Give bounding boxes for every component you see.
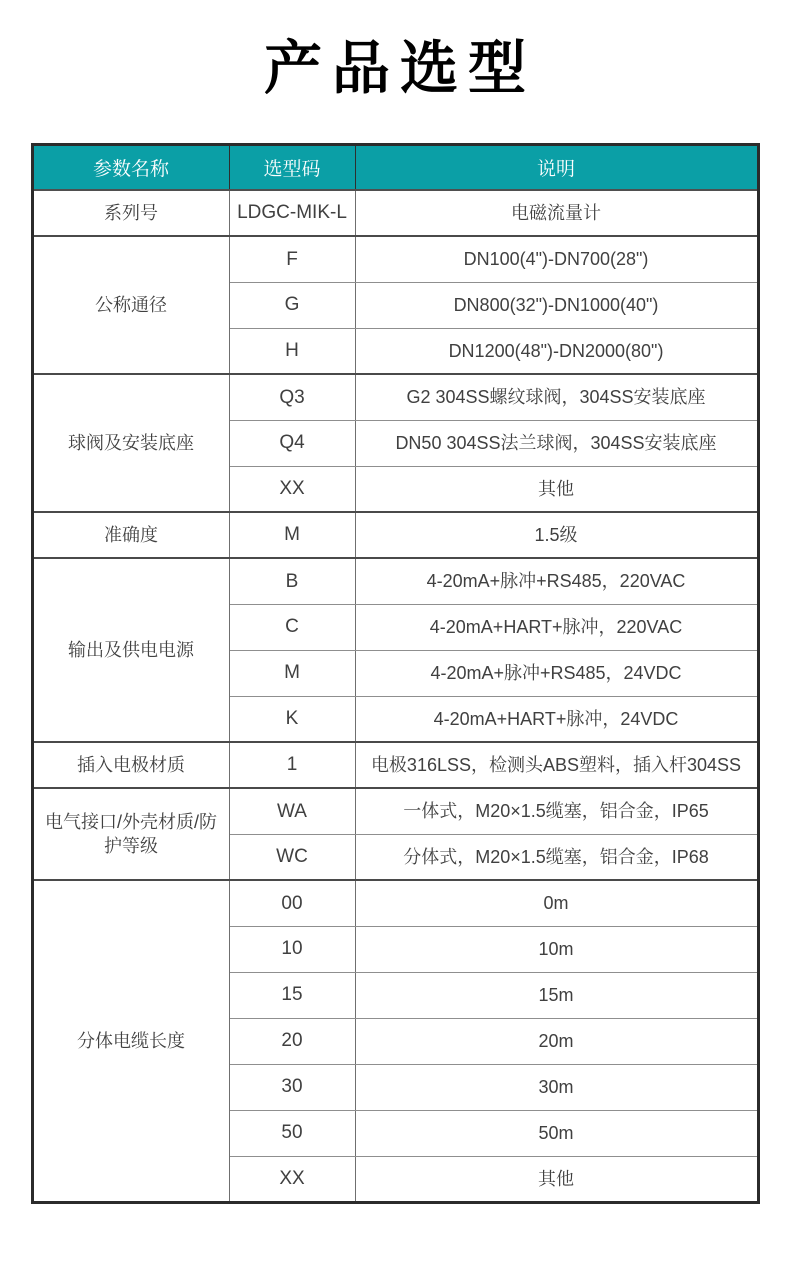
- selection-code-cell: M: [229, 512, 355, 558]
- description-cell: 其他: [355, 466, 758, 512]
- selection-code-cell: 20: [229, 1018, 355, 1064]
- description-cell: G2 304SS螺纹球阀，304SS安装底座: [355, 374, 758, 420]
- column-header-description: 说明: [355, 144, 758, 190]
- table-row: [32, 190, 758, 236]
- description-cell: 1.5级: [355, 512, 758, 558]
- selection-code-cell: K: [229, 696, 355, 742]
- description-cell: 50m: [355, 1110, 758, 1156]
- description-cell: 分体式，M20×1.5缆塞，铝合金，IP68: [355, 834, 758, 880]
- selection-code-cell: LDGC-MIK-L: [229, 190, 355, 236]
- description-cell: 4-20mA+脉冲+RS485，220VAC: [355, 558, 758, 604]
- selection-code-cell: H: [229, 328, 355, 374]
- parameter-name-cell: 输出及供电电源: [32, 558, 229, 742]
- parameter-name-cell: 电气接口/外壳材质/防护等级: [32, 788, 229, 880]
- selection-code-cell: F: [229, 236, 355, 282]
- parameter-name-cell: 球阀及安装底座: [32, 374, 229, 512]
- description-cell: 0m: [355, 880, 758, 926]
- selection-code-cell: 30: [229, 1064, 355, 1110]
- selection-code-cell: 15: [229, 972, 355, 1018]
- table-row: [32, 742, 758, 788]
- description-cell: 30m: [355, 1064, 758, 1110]
- table-header-row: [32, 144, 758, 190]
- column-header-selection-code: 选型码: [229, 144, 355, 190]
- product-selection-table: [31, 143, 760, 1204]
- selection-code-cell: XX: [229, 1156, 355, 1202]
- table-row: [32, 374, 758, 420]
- table-row: [32, 788, 758, 834]
- selection-code-cell: XX: [229, 466, 355, 512]
- description-cell: 一体式，M20×1.5缆塞，铝合金，IP65: [355, 788, 758, 834]
- description-cell: 电极316LSS，检测头ABS塑料，插入杆304SS: [355, 742, 758, 788]
- description-cell: 4-20mA+脉冲+RS485，24VDC: [355, 650, 758, 696]
- selection-code-cell: WC: [229, 834, 355, 880]
- description-cell: 电磁流量计: [355, 190, 758, 236]
- selection-code-cell: 1: [229, 742, 355, 788]
- selection-code-cell: Q4: [229, 420, 355, 466]
- selection-code-cell: B: [229, 558, 355, 604]
- description-cell: 10m: [355, 926, 758, 972]
- description-cell: DN50 304SS法兰球阀，304SS安装底座: [355, 420, 758, 466]
- selection-code-cell: 10: [229, 926, 355, 972]
- parameter-name-cell: 公称通径: [32, 236, 229, 374]
- description-cell: 4-20mA+HART+脉冲，220VAC: [355, 604, 758, 650]
- description-cell: 20m: [355, 1018, 758, 1064]
- selection-code-cell: WA: [229, 788, 355, 834]
- selection-code-cell: M: [229, 650, 355, 696]
- parameter-name-cell: 准确度: [32, 512, 229, 558]
- description-cell: DN800(32")-DN1000(40"): [355, 282, 758, 328]
- description-cell: 15m: [355, 972, 758, 1018]
- description-cell: 其他: [355, 1156, 758, 1202]
- table-row: [32, 558, 758, 604]
- description-cell: DN100(4")-DN700(28"): [355, 236, 758, 282]
- table-row: [32, 512, 758, 558]
- selection-code-cell: 50: [229, 1110, 355, 1156]
- selection-code-cell: 00: [229, 880, 355, 926]
- column-header-parameter-name: 参数名称: [32, 144, 229, 190]
- selection-code-cell: C: [229, 604, 355, 650]
- table-row: [32, 236, 758, 282]
- description-cell: DN1200(48")-DN2000(80"): [355, 328, 758, 374]
- description-cell: 4-20mA+HART+脉冲，24VDC: [355, 696, 758, 742]
- selection-code-cell: Q3: [229, 374, 355, 420]
- parameter-name-cell: 分体电缆长度: [32, 880, 229, 1202]
- table-row: [32, 880, 758, 926]
- table-body: [32, 190, 758, 1202]
- parameter-name-cell: 插入电极材质: [32, 742, 229, 788]
- parameter-name-cell: 系列号: [32, 190, 229, 236]
- selection-code-cell: G: [229, 282, 355, 328]
- page-title: 产品选型: [263, 36, 536, 101]
